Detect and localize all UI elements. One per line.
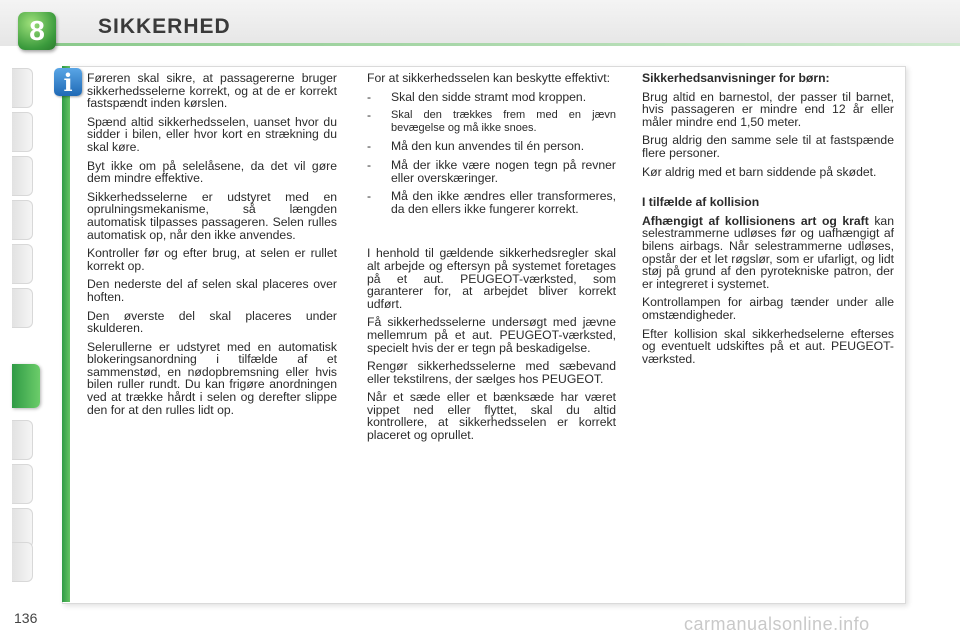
paragraph: Kontroller før og efter brug, at selen er rullet korrekt op. xyxy=(87,246,337,273)
paragraph-intro: For at sikkerhedsselen kan beskytte effektivt: xyxy=(367,71,610,85)
column-1 xyxy=(87,72,337,422)
paragraph: Når et sæde eller et bænksæde har været vippet ned eller flyttet, skal du altid kontrollere, at sikkerhedsselen er korrekt placeret og oprullet. xyxy=(367,390,616,443)
column-2 xyxy=(367,72,616,448)
paragraph: Efter kollision skal sikkerhedselerne efterses og eventuelt udskiftes på et aut. PEUGEOT-værksted. xyxy=(642,326,894,366)
list-item xyxy=(367,109,616,134)
bullet-marker: - xyxy=(367,89,372,104)
paragraph: I henhold til gældende sikkerhedsregler skal alt arbejde og eftersyn på systemet foretages på et aut. PEUGEOT-værksted, som garanterer for, at arbejdet bliver korrekt udført. xyxy=(367,246,616,311)
header-divider xyxy=(52,43,960,46)
bullet-marker: - xyxy=(367,189,372,204)
list-item-text: Må den kun anvendes til én person. xyxy=(391,139,585,154)
chapter-tab[interactable] xyxy=(12,68,33,108)
list-item-text: Skal den trækkes frem med en jævn bevægelse og må ikke snoes. xyxy=(391,109,616,134)
chapter-number-badge: 8 xyxy=(18,12,56,50)
bullet-marker: - xyxy=(367,157,372,172)
paragraph: Rengør sikkerhedsselerne med sæbevand eller tekstilrens, der sælges hos PEUGEOT. xyxy=(367,359,616,386)
section-heading: Sikkerhedsanvisninger for børn: xyxy=(642,71,830,85)
section-heading: I tilfælde af kollision xyxy=(642,195,760,210)
list-item-text: Skal den sidde stramt mod kroppen. xyxy=(391,89,587,104)
chapter-tab[interactable] xyxy=(12,288,33,328)
list-item-text: Må den ikke ændres eller transformeres, da den ellers ikke fungerer korrekt. xyxy=(391,189,616,216)
paragraph xyxy=(642,215,894,291)
paragraph: Kontrollampen for airbag tænder under alle omstændigheder. xyxy=(642,295,894,322)
paragraph: Brug aldrig den samme sele til at fastspænde flere personer. xyxy=(642,133,894,160)
chapter-tab[interactable] xyxy=(12,244,33,284)
column-3 xyxy=(642,72,894,371)
watermark: carmanualsonline.info xyxy=(684,614,870,634)
paragraph: Sikkerhedsselerne er udstyret med en oprulningsmekanisme, så længden automatisk tilpasses passageren. Selen rulles automatisk op, når den ikke anvendes. xyxy=(87,189,337,242)
paragraph: Brug altid en barnestol, der passer til barnet, hvis passageren er mindre end 12 år eller måler mindre end 1,50 meter. xyxy=(642,89,894,129)
bullet-marker: - xyxy=(367,139,372,154)
paragraph: Spænd altid sikkerhedsselen, uanset hvor du sidder i bilen, eller hvor kort en strækning du skal køre. xyxy=(87,114,337,154)
page-number: 136 xyxy=(14,610,38,626)
chapter-tab[interactable] xyxy=(12,200,33,240)
list-item xyxy=(367,91,616,104)
paragraph: Den øverste del skal placeres under skulderen. xyxy=(87,308,337,336)
list-item xyxy=(367,140,616,153)
paragraph: Få sikkerhedsselerne undersøgt med jævne mellemrum på et aut. PEUGEOT-værksted, specielt hvis der er tegn på beskadigelse. xyxy=(367,315,616,355)
bullet-marker: - xyxy=(367,108,372,123)
chapter-tab[interactable] xyxy=(12,542,33,582)
paragraph: Føreren skal sikre, at passagererne bruger sikkerhedsselerne korrekt, og at de er korrekt fastspændt inden kørslen. xyxy=(87,71,337,111)
paragraph: Kør aldrig med et barn siddende på skødet. xyxy=(642,164,877,179)
chapter-tab[interactable] xyxy=(12,464,33,504)
page-title: SIKKERHED xyxy=(98,15,231,38)
chapter-tab-active[interactable] xyxy=(12,364,40,408)
list-item-text: Må der ikke være nogen tegn på revner eller overskæringer. xyxy=(391,157,616,185)
panel-accent-edge xyxy=(62,66,70,602)
chapter-tab[interactable] xyxy=(12,420,33,460)
list-item xyxy=(367,159,616,184)
chapter-tab[interactable] xyxy=(12,112,33,152)
paragraph: Selerullerne er udstyret med en automatisk blokeringsanordning i tilfælde af et sammenstød, en nødopbremsning eller hvis bilen ruller rundt. Du kan frigøre anordningen ved at trække hårdt i selen og derefter slippe den for at den rulles lidt op. xyxy=(87,339,337,417)
spacer xyxy=(367,221,616,247)
paragraph: Byt ikke om på selelåsene, da det vil gøre dem mindre effektive. xyxy=(87,158,337,186)
paragraph: Den nederste del af selen skal placeres over hoften. xyxy=(87,277,337,304)
info-icon: i xyxy=(54,68,82,96)
chapter-tab[interactable] xyxy=(12,156,33,196)
lead-text: kan selestrammerne udløses før og uafhængigt af bilens airbags. Når selestrammerne udløses, opstår der et let røgslør, som er ufarligt, og lidt støj på grund af den pyrotekniske patron, der er integreret i systemet. xyxy=(642,213,894,291)
lead-bold-text: Afhængigt af kollisionens art og kraft xyxy=(642,213,869,228)
list-item xyxy=(367,190,616,215)
chapter-tabs xyxy=(12,68,32,580)
